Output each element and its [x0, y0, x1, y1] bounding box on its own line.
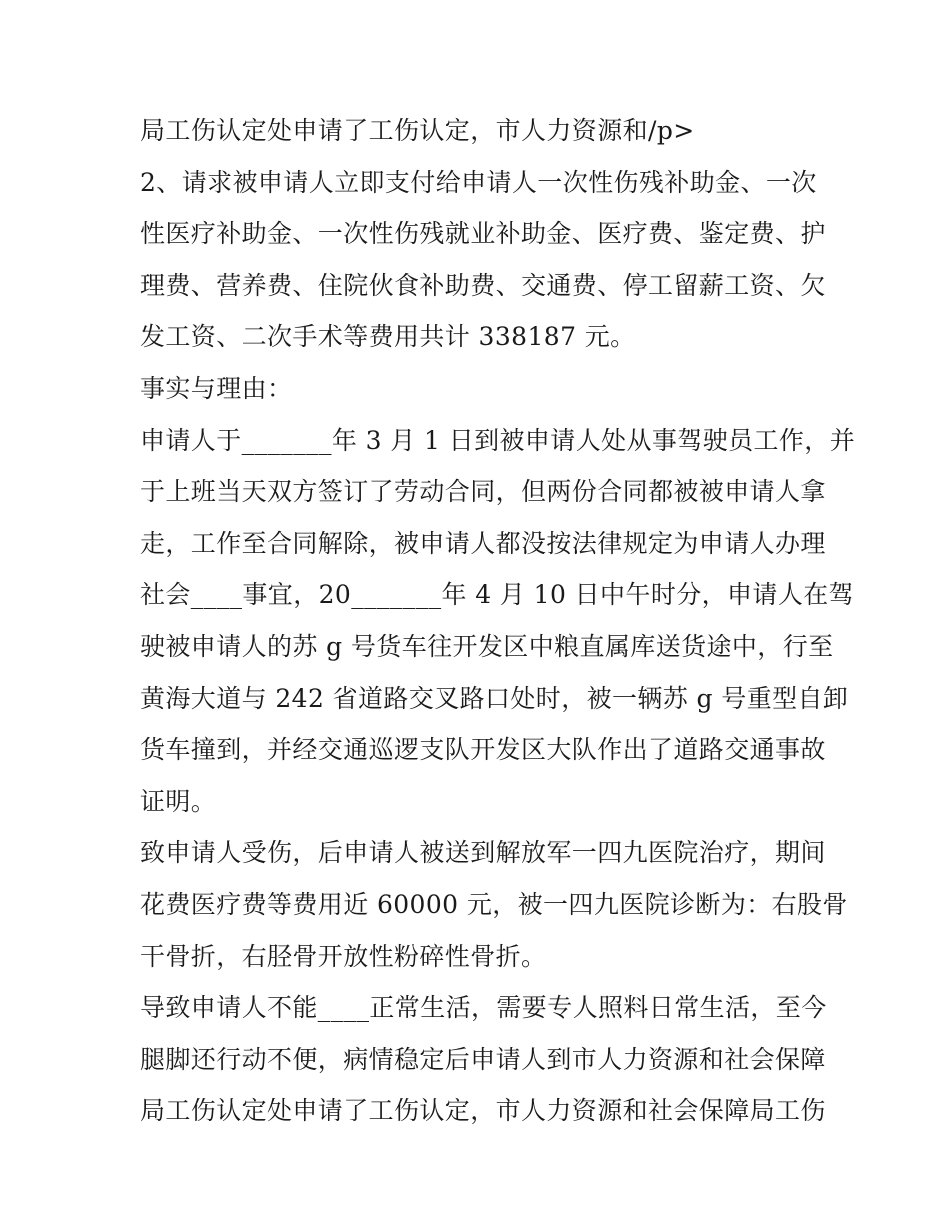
text-line: 理费、营养费、住院伙食补助费、交通费、停工留薪工资、欠 — [140, 270, 826, 300]
text-line: 走，工作至合同解除，被申请人都没按法律规定为申请人办理 — [140, 528, 826, 558]
text-line: 社会____事宜，20_______年 4 月 10 日中午时分，申请人在驾 — [140, 580, 855, 610]
text-line: 驶被申请人的苏 g 号货车往开发区中粮直属库送货途中，行至 — [140, 631, 834, 661]
section-heading: 事实与理由： — [140, 373, 293, 403]
text-line: 性医疗补助金、一次性伤残就业补助金、医疗费、鉴定费、护 — [140, 219, 826, 249]
text-line: 致申请人受伤，后申请人被送到解放军一四九医院治疗，期间 — [140, 838, 826, 868]
text-line: 腿脚还行动不便，病情稳定后申请人到市人力资源和社会保障 — [140, 1044, 826, 1074]
text-line: 发工资、二次手术等费用共计 338187 元。 — [140, 322, 636, 352]
text-line: 于上班当天双方签订了劳动合同，但两份合同都被被申请人拿 — [140, 477, 826, 507]
text-line: 申请人于_______年 3 月 1 日到被申请人处从事驾驶员工作，并 — [140, 425, 856, 455]
text-line: 干骨折，右胫骨开放性粉碎性骨折。 — [140, 941, 547, 971]
text-line: 2、请求被申请人立即支付给申请人一次性伤残补助金、一次 — [140, 167, 817, 197]
text-line: 货车撞到，并经交通巡逻支队开发区大队作出了道路交通事故 — [140, 735, 826, 765]
text-line: 证明。 — [140, 786, 217, 816]
text-line: 局工伤认定处申请了工伤认定，市人力资源和社会保障局工伤 — [140, 1096, 826, 1126]
text-line: 花费医疗费等费用近 60000 元，被一四九医院诊断为：右股骨 — [140, 889, 848, 919]
text-line: 局工伤认定处申请了工伤认定，市人力资源和/p> — [140, 116, 695, 145]
text-line: 导致申请人不能____正常生活，需要专人照料日常生活，至今 — [140, 993, 827, 1023]
text-line: 黄海大道与 242 省道路交叉路口处时，被一辆苏 g 号重型自卸 — [140, 683, 849, 713]
document-body — [140, 105, 856, 1137]
